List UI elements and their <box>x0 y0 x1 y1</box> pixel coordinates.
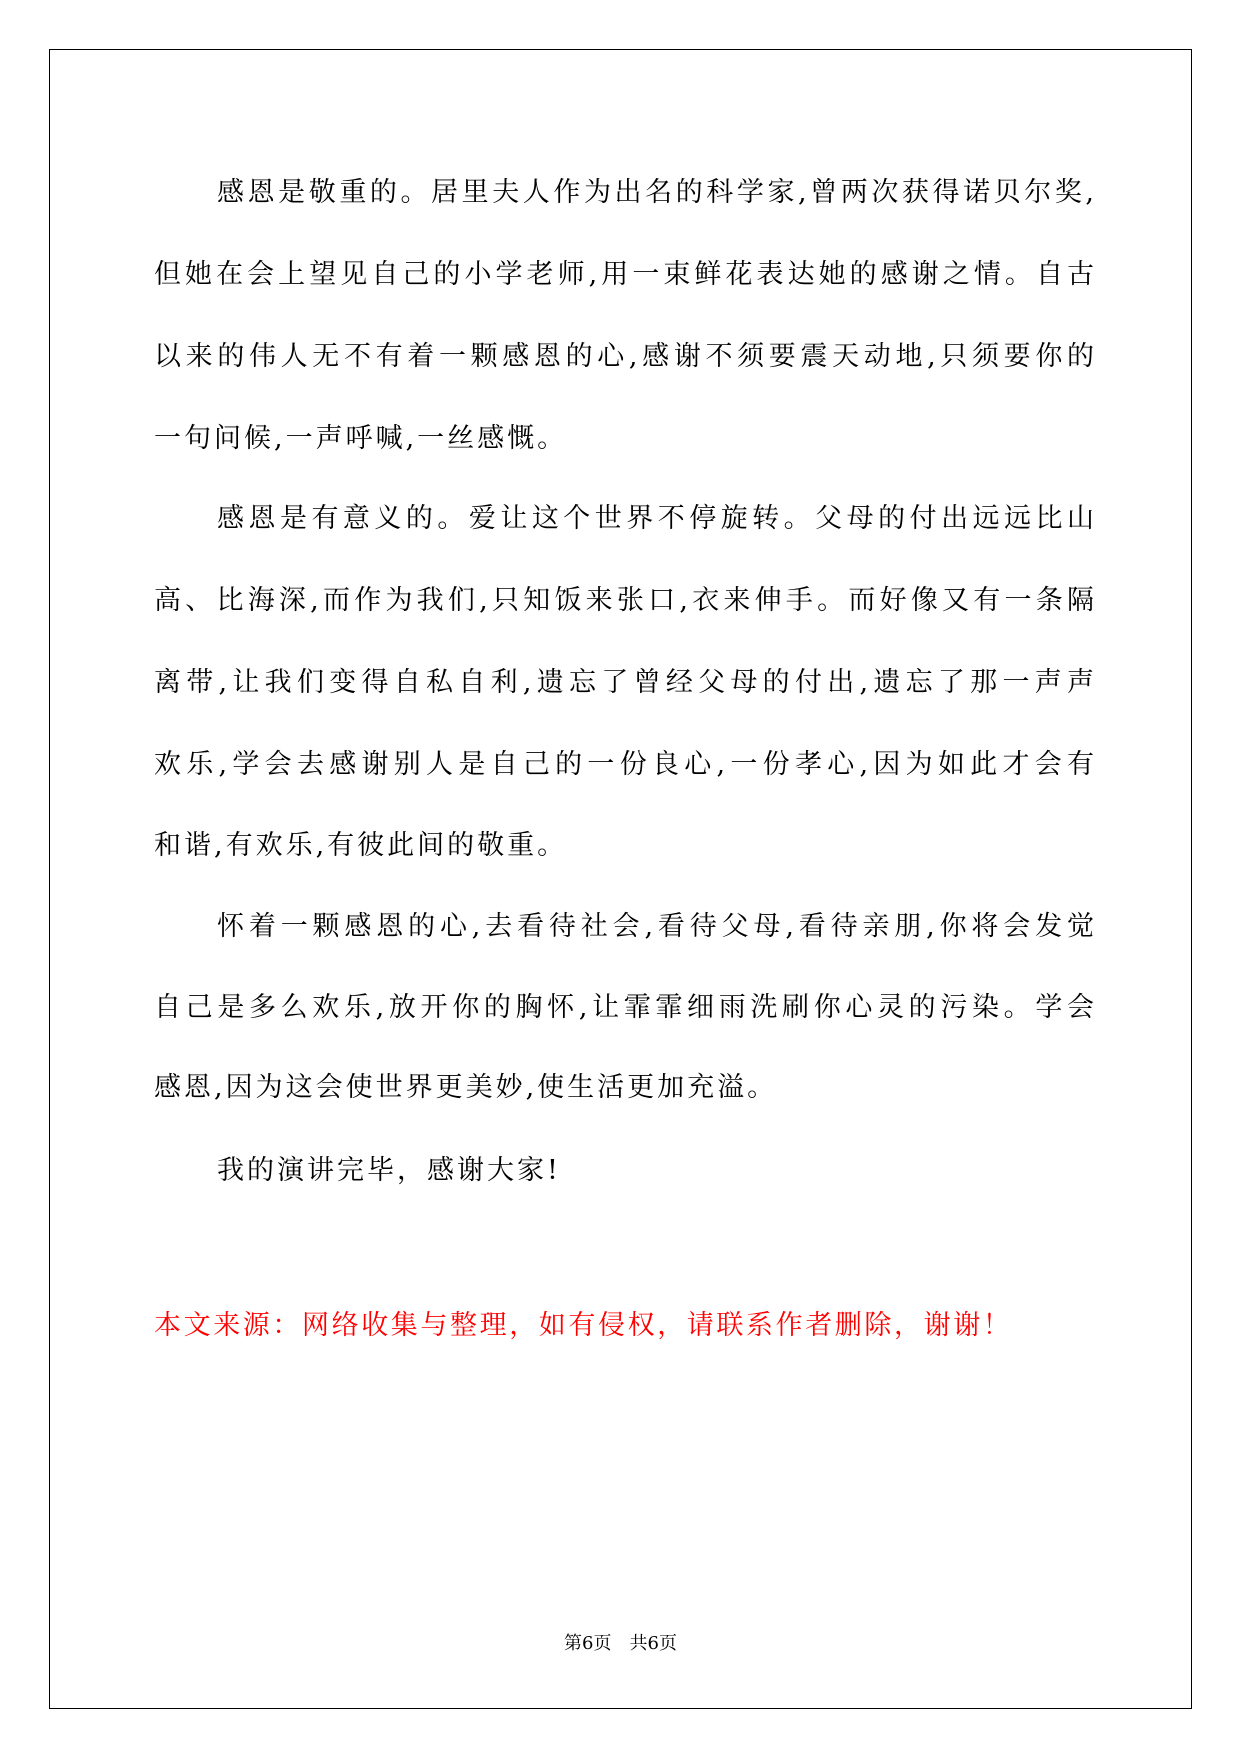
paragraph-line: 感恩是有意义的。爱让这个世界不停旋转。父母的付出远远比山 <box>217 503 1094 534</box>
page-number-footer: 第6页 共6页 <box>564 1633 677 1654</box>
paragraph-line: 但她在会上望见自己的小学老师,用一束鲜花表达她的感谢之情。自古 <box>154 259 1094 290</box>
paragraph-line: 怀着一颗感恩的心,去看待社会,看待父母,看待亲朋,你将会发觉 <box>217 911 1094 942</box>
paragraph-line: 自己是多么欢乐,放开你的胸怀,让霏霏细雨洗刷你心灵的污染。学会 <box>154 992 1094 1023</box>
paragraph-line: 离带,让我们变得自私自利,遗忘了曾经父母的付出,遗忘了那一声声 <box>154 667 1094 698</box>
source-notice: 本文来源：网络收集与整理，如有侵权，请联系作者删除，谢谢！ <box>154 1310 1013 1341</box>
paragraph-line: 高、比海深,而作为我们,只知饭来张口,衣来伸手。而好像又有一条隔 <box>154 585 1094 616</box>
paragraph-line: 以来的伟人无不有着一颗感恩的心,感谢不须要震天动地,只须要你的 <box>154 341 1094 372</box>
page-border <box>49 49 1192 1709</box>
paragraph-line: 我的演讲完毕，感谢大家! <box>217 1155 561 1186</box>
paragraph-line: 和谐,有欢乐,有彼此间的敬重。 <box>154 830 568 861</box>
paragraph-line: 感恩,因为这会使世界更美妙,使生活更加充溢。 <box>154 1072 778 1103</box>
paragraph-line: 一句问候,一声呼喊,一丝感慨。 <box>154 423 568 454</box>
paragraph-line: 欢乐,学会去感谢别人是自己的一份良心,一份孝心,因为如此才会有 <box>154 749 1094 780</box>
paragraph-line: 感恩是敬重的。居里夫人作为出名的科学家,曾两次获得诺贝尔奖, <box>217 177 1094 208</box>
